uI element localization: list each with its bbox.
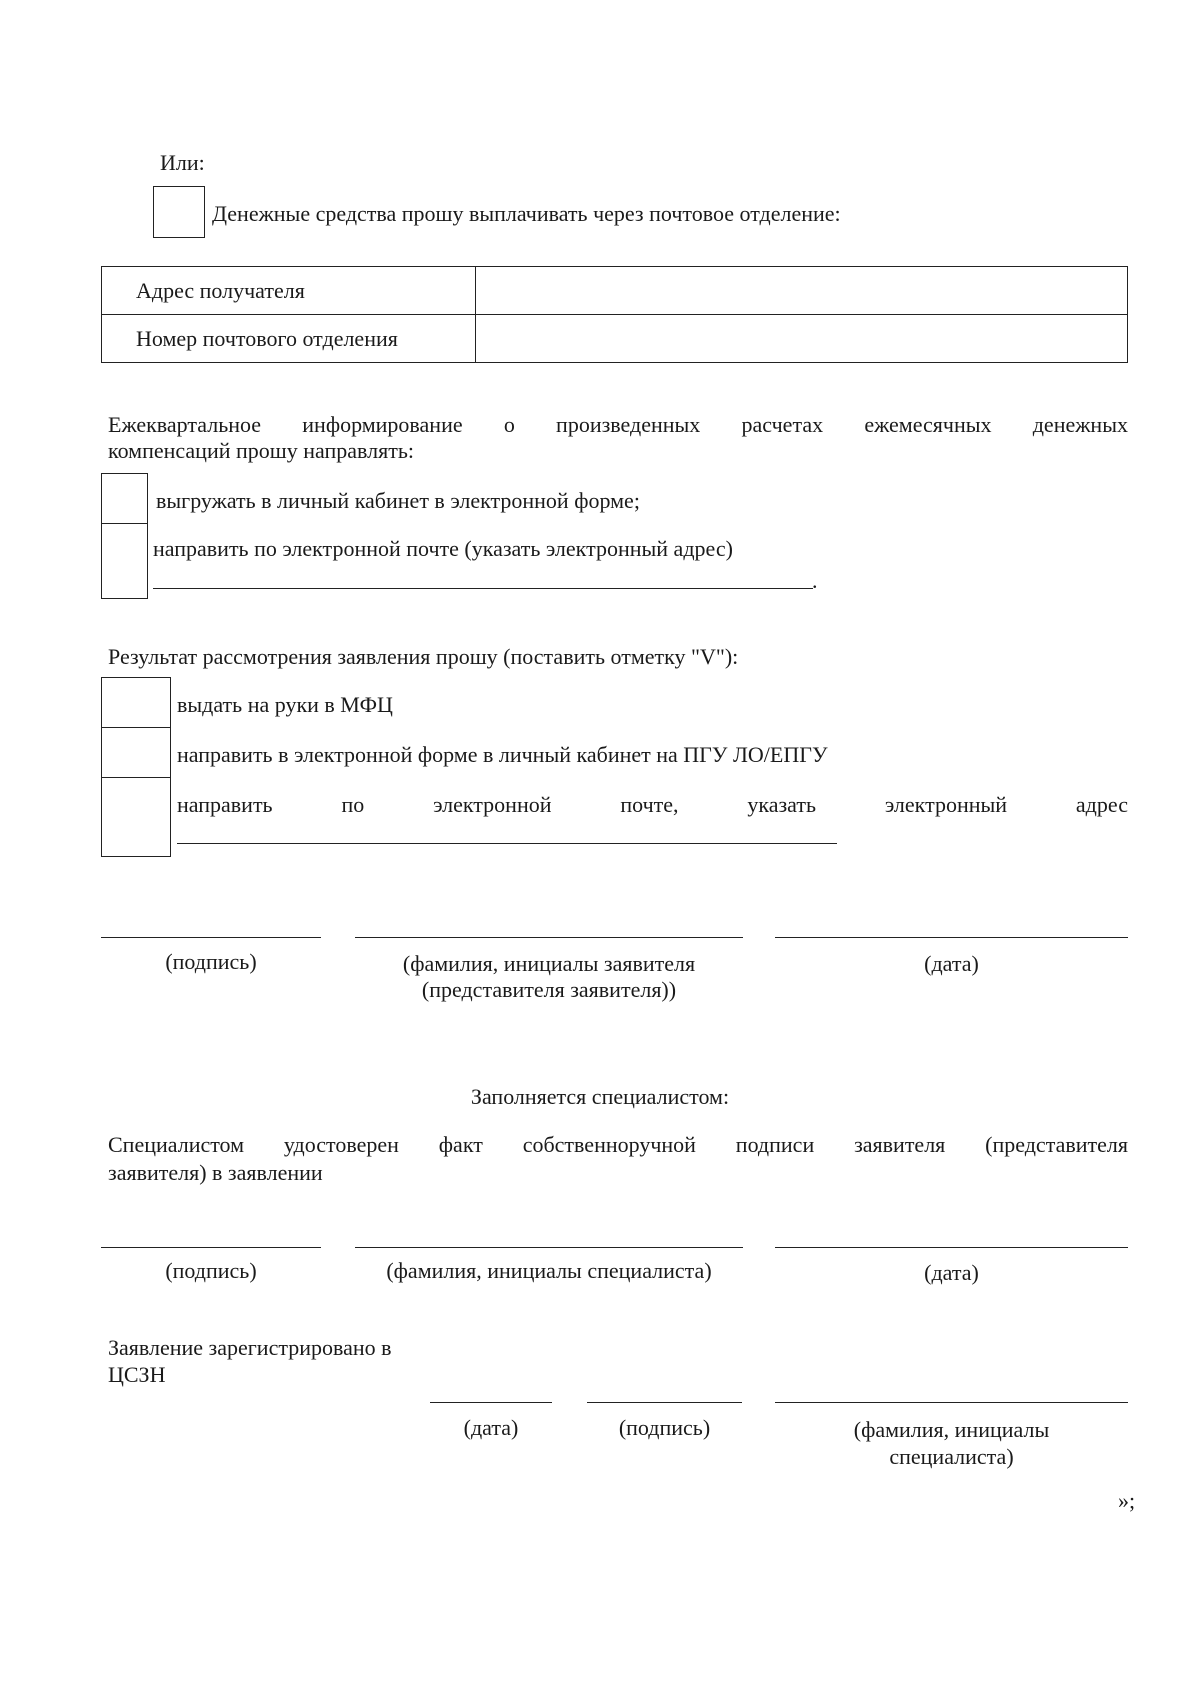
registration-line1: Заявление зарегистрировано в — [108, 1335, 392, 1360]
word: ежемесячных — [864, 412, 992, 437]
word: информирование — [302, 412, 463, 437]
quarterly-email-line[interactable] — [153, 588, 813, 589]
post-office-number-label: Номер почтового отделения — [102, 315, 476, 363]
word: денежных — [1032, 412, 1128, 437]
applicant-signature-caption: (подпись) — [165, 949, 257, 974]
or-label: Или: — [160, 150, 205, 175]
applicant-signature-line[interactable] — [101, 937, 321, 938]
specialist-heading: Заполняется специалистом: — [470, 1084, 730, 1109]
applicant-date-caption: (дата) — [924, 951, 979, 976]
applicant-date-line[interactable] — [775, 937, 1128, 938]
result-option-cabinet: направить в электронной форме в личный кабинет на ПГУ ЛО/ЕПГУ — [177, 742, 828, 767]
registration-line2: ЦСЗН — [108, 1362, 166, 1387]
registration-signature-line[interactable] — [587, 1402, 742, 1403]
registration-name-caption-1: (фамилия, инициалы — [853, 1417, 1050, 1442]
registration-signature-caption: (подпись) — [618, 1415, 711, 1440]
applicant-name-caption-1: (фамилия, инициалы заявителя — [402, 951, 696, 976]
quarterly-checkbox-cabinet[interactable] — [101, 473, 148, 525]
postal-option-label: Денежные средства прошу выплачивать через почтовое отделение: — [212, 201, 841, 226]
applicant-name-caption-2: (представителя заявителя)) — [421, 977, 677, 1002]
result-option-email — [177, 792, 1128, 818]
word: (представителя — [985, 1132, 1128, 1157]
quarterly-checkbox-email[interactable] — [101, 523, 148, 599]
result-option-mfc: выдать на руки в МФЦ — [177, 692, 393, 717]
specialist-date-line[interactable] — [775, 1247, 1128, 1248]
word: собственноручной — [522, 1132, 696, 1157]
word: по — [341, 792, 365, 817]
specialist-certify-line1 — [108, 1132, 1128, 1158]
word: расчетах — [741, 412, 824, 437]
applicant-name-line[interactable] — [355, 937, 743, 938]
email-line-tail: . — [812, 568, 818, 593]
word: указать — [747, 792, 817, 817]
closing-quote: »; — [1118, 1488, 1136, 1513]
result-intro: Результат рассмотрения заявления прошу (поставить отметку "V"): — [108, 644, 739, 669]
result-checkbox-email[interactable] — [101, 777, 171, 857]
table-row — [102, 267, 1128, 315]
word: электронной — [433, 792, 552, 817]
word: заявителя — [854, 1132, 946, 1157]
quarterly-option-email: направить по электронной почте (указать электронный адрес) — [153, 536, 733, 561]
word: направить — [177, 792, 273, 817]
word: подписи — [735, 1132, 815, 1157]
specialist-signature-caption: (подпись) — [165, 1258, 257, 1283]
word: произведенных — [556, 412, 701, 437]
specialist-name-caption: (фамилия, инициалы специалиста) — [386, 1258, 712, 1283]
registration-name-caption-2: специалиста) — [889, 1444, 1014, 1469]
quarterly-intro-line1 — [108, 412, 1128, 438]
table-row — [102, 315, 1128, 363]
registration-name-line[interactable] — [775, 1402, 1128, 1403]
registration-date-line[interactable] — [430, 1402, 552, 1403]
quarterly-option-cabinet: выгружать в личный кабинет в электронной форме; — [156, 488, 640, 513]
postal-checkbox[interactable] — [153, 186, 205, 238]
registration-date-caption: (дата) — [463, 1415, 519, 1440]
word: удостоверен — [283, 1132, 399, 1157]
result-email-line[interactable] — [177, 843, 837, 844]
quarterly-intro-line2: компенсаций прошу направлять: — [108, 438, 414, 463]
word: о — [503, 412, 515, 437]
specialist-name-line[interactable] — [355, 1247, 743, 1248]
postal-address-table — [101, 266, 1128, 363]
recipient-address-field[interactable] — [476, 267, 1128, 315]
word: адрес — [1075, 792, 1128, 817]
word: Специалистом — [108, 1132, 245, 1157]
result-checkbox-cabinet[interactable] — [101, 727, 171, 779]
word: Ежеквартальное — [108, 412, 262, 437]
result-checkbox-mfc[interactable] — [101, 677, 171, 729]
word: электронный — [884, 792, 1008, 817]
recipient-address-label: Адрес получателя — [102, 267, 476, 315]
word: почте, — [620, 792, 679, 817]
post-office-number-field[interactable] — [476, 315, 1128, 363]
specialist-signature-line[interactable] — [101, 1247, 321, 1248]
word: факт — [438, 1132, 483, 1157]
specialist-certify-line2: заявителя) в заявлении — [108, 1160, 323, 1185]
specialist-date-caption: (дата) — [924, 1260, 979, 1285]
